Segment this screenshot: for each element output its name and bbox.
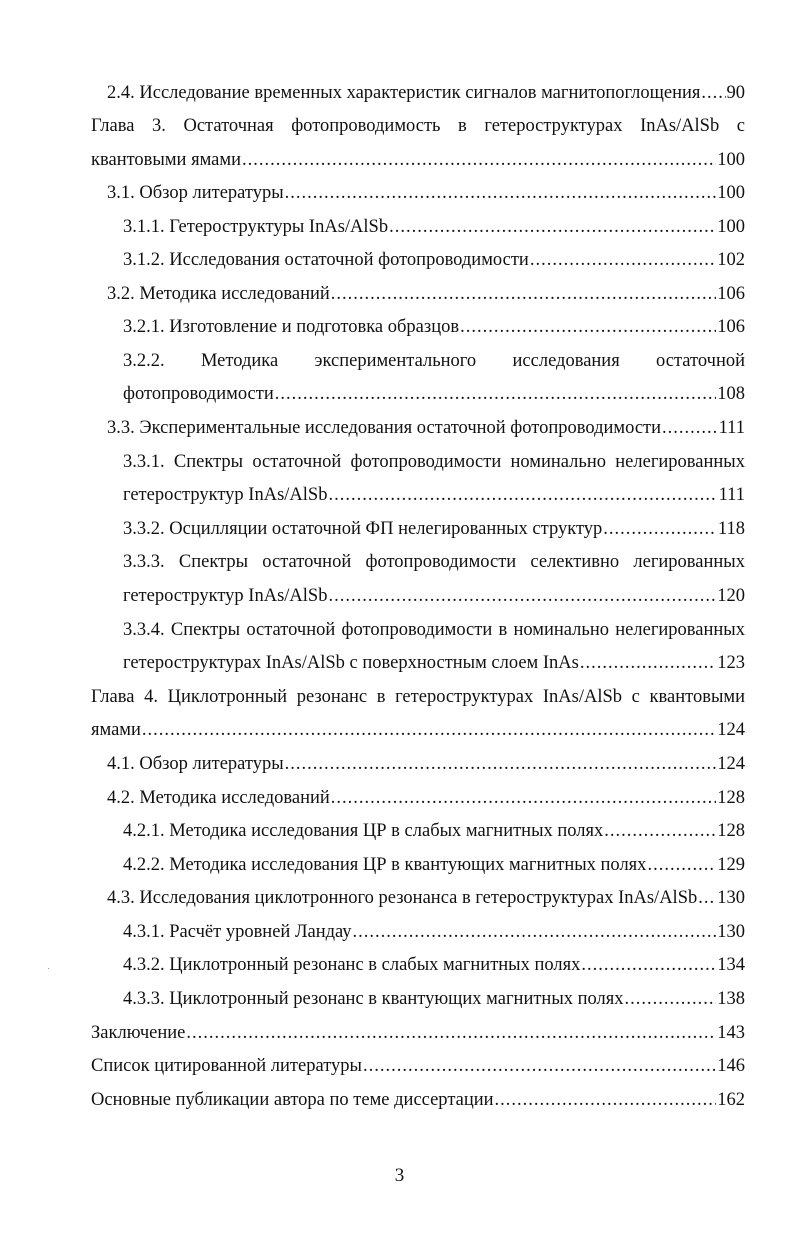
toc-entry-label: 3.3.2. Осцилляции остаточной ФП нелегированных структур: [123, 519, 603, 539]
toc-page-number: 143: [717, 1023, 745, 1043]
toc-entry-text: 3.3.3. Спектры остаточной фотопроводимости селективно легированных: [123, 552, 745, 572]
dot-leader: [604, 816, 716, 846]
toc-entry-conclusion[interactable]: [91, 1018, 745, 1048]
toc-entry-text: Глава 4. Циклотронный резонанс в гетероструктурах InAs/AlSb с квантовыми: [91, 687, 745, 707]
toc-entry-3-3-2[interactable]: [123, 514, 745, 544]
toc-entry-label: 3.1.1. Гетероструктуры InAs/AlSb: [123, 217, 389, 237]
toc-entry-4-3-2[interactable]: [123, 950, 745, 980]
dot-leader: [328, 581, 716, 611]
toc-page-number: 100: [717, 183, 745, 203]
toc-page-number: 129: [717, 855, 745, 875]
dot-leader: [389, 212, 716, 242]
toc-entry-3-3-1-line1[interactable]: [123, 447, 745, 477]
dot-leader: [495, 1085, 717, 1115]
toc-entry-text: Глава 3. Остаточная фотопроводимость в гетероструктурах InAs/AlSb с: [91, 116, 745, 136]
toc-entry-3-3[interactable]: [107, 413, 745, 443]
dot-leader: [662, 413, 718, 443]
toc-entry-4-2[interactable]: [107, 783, 745, 813]
toc-entry-4-1[interactable]: [107, 749, 745, 779]
dot-leader: [580, 648, 716, 678]
toc-entry-3-3-3[interactable]: [123, 581, 745, 611]
toc-entry-publications[interactable]: [91, 1085, 745, 1115]
dot-leader: [698, 883, 716, 913]
toc-entry-label: 4.3. Исследования циклотронного резонанса в гетероструктурах InAs/AlSb: [107, 888, 698, 908]
toc-entry-label: Основные публикации автора по теме диссертации: [91, 1090, 494, 1110]
toc-entry-chapter-3-line1[interactable]: [91, 111, 745, 141]
toc-entry-text: 3.3.4. Спектры остаточной фотопроводимости в номинально нелегированных: [123, 620, 745, 640]
toc-page-number: 106: [717, 317, 745, 337]
toc-page-number: 106: [717, 284, 745, 304]
toc-entry-label: 4.3.1. Расчёт уровней Ландау: [123, 922, 352, 942]
toc-page-number: 128: [717, 821, 745, 841]
toc-entry-label: 3.2. Методика исследований: [107, 284, 330, 304]
toc-page-number: 124: [717, 754, 745, 774]
toc-entry-text: 3.3.1. Спектры остаточной фотопроводимости номинально нелегированных: [123, 452, 745, 472]
dot-leader: [328, 480, 717, 510]
dot-leader: [186, 1018, 716, 1048]
toc-page-number: 124: [717, 720, 745, 740]
toc-page-number: 102: [717, 250, 745, 270]
dot-leader: [285, 178, 717, 208]
toc-entry-chapter-4[interactable]: [91, 715, 745, 745]
toc-entry-3-3-4-line1[interactable]: [123, 615, 745, 645]
toc-page-number: 146: [717, 1056, 745, 1076]
toc-page-number: 118: [717, 519, 745, 539]
toc-entry-3-1[interactable]: [107, 178, 745, 208]
toc-entry-label: 3.3. Экспериментальные исследования остаточной фотопроводимости: [107, 418, 662, 438]
toc-page-number: 134: [717, 955, 745, 975]
toc-entry-label: ямами: [91, 720, 141, 740]
toc-page-number: 123: [717, 653, 745, 673]
toc-entry-3-3-3-line1[interactable]: [123, 547, 745, 577]
dot-leader: [285, 749, 717, 779]
toc-entry-label: 3.1.2. Исследования остаточной фотопроводимости: [123, 250, 529, 270]
toc-entry-label: 2.4. Исследование временных характеристик сигналов магнитопоглощения: [107, 83, 701, 103]
toc-entry-3-2-2[interactable]: [123, 379, 745, 409]
toc-entry-label: 4.3.2. Циклотронный резонанс в слабых магнитных полях: [123, 955, 581, 975]
dot-leader: [242, 145, 716, 175]
toc-entry-label: 4.3.3. Циклотронный резонанс в квантующих магнитных полях: [123, 989, 624, 1009]
toc-entry-3-1-1[interactable]: [123, 212, 745, 242]
toc-page-number: 138: [717, 989, 745, 1009]
toc-entry-4-2-1[interactable]: [123, 816, 745, 846]
toc-page-number: 120: [717, 586, 745, 606]
toc-entry-3-2-2-line1[interactable]: [123, 346, 745, 376]
toc-page-number: 111: [718, 418, 745, 438]
toc-page-number: 108: [717, 384, 745, 404]
toc-entry-chapter-3[interactable]: [91, 145, 745, 175]
toc-entry-label: 4.1. Обзор литературы: [107, 754, 284, 774]
toc-entry-label: 4.2.2. Методика исследования ЦР в квантующих магнитных полях: [123, 855, 647, 875]
toc-entry-text: 3.2.2. Методика экспериментального исследования остаточной: [123, 351, 745, 371]
toc-page-number: 128: [717, 788, 745, 808]
toc-entry-3-1-2[interactable]: [123, 245, 745, 275]
toc-page-number: 130: [717, 922, 745, 942]
toc-entry-label: Заключение: [91, 1023, 186, 1043]
toc-entry-4-3-3[interactable]: [123, 984, 745, 1014]
toc-page-number: 162: [717, 1090, 745, 1110]
toc-entry-3-2[interactable]: [107, 279, 745, 309]
dot-leader: [460, 312, 716, 342]
dot-leader: [331, 783, 716, 813]
toc-page-number: 100: [717, 217, 745, 237]
dot-leader: [353, 917, 717, 947]
toc-entry-4-2-2[interactable]: [123, 850, 745, 880]
dot-leader: [142, 715, 716, 745]
toc-entry-label: гетероструктур InAs/AlSb: [123, 485, 328, 505]
toc-entry-4-3[interactable]: [107, 883, 745, 913]
dot-leader: [647, 850, 716, 880]
dot-leader: [530, 245, 716, 275]
toc-entry-3-3-4[interactable]: [123, 648, 745, 678]
page-number: 3: [394, 1165, 405, 1186]
dot-leader: [603, 514, 717, 544]
toc-entry-label: гетероструктур InAs/AlSb: [123, 586, 328, 606]
toc-entry-label: 4.2. Методика исследований: [107, 788, 330, 808]
toc-entry-references[interactable]: [91, 1051, 745, 1081]
toc-entry-label: Список цитированной литературы: [91, 1056, 362, 1076]
toc-entry-label: 4.2.1. Методика исследования ЦР в слабых магнитных полях: [123, 821, 604, 841]
toc-entry-3-2-1[interactable]: [123, 312, 745, 342]
dot-leader: [331, 279, 716, 309]
toc-entry-label: фотопроводимости: [123, 384, 274, 404]
toc-entry-label: квантовыми ямами: [91, 150, 241, 170]
toc-page-number: 100: [717, 150, 745, 170]
dot-leader: [363, 1051, 716, 1081]
toc-entry-label: 3.2.1. Изготовление и подготовка образцов: [123, 317, 460, 337]
dot-leader: [625, 984, 717, 1014]
toc-entry-4-3-1[interactable]: [123, 917, 745, 947]
dot-leader: [275, 379, 717, 409]
toc-entry-3-3-1[interactable]: [123, 480, 745, 510]
toc-entry-label: гетероструктурах InAs/AlSb с поверхностным слоем InAs: [123, 653, 579, 673]
toc-page-number: 111: [718, 485, 745, 505]
toc-entry-2-4[interactable]: [107, 78, 745, 108]
dot-leader: [581, 950, 716, 980]
scan-speck: [48, 968, 49, 969]
toc-entry-chapter-4-line1[interactable]: [91, 682, 745, 712]
toc-entry-label: 3.1. Обзор литературы: [107, 183, 284, 203]
toc-page-number: 90: [726, 83, 745, 103]
dot-leader: [701, 78, 725, 108]
toc-page-number: 130: [717, 888, 745, 908]
